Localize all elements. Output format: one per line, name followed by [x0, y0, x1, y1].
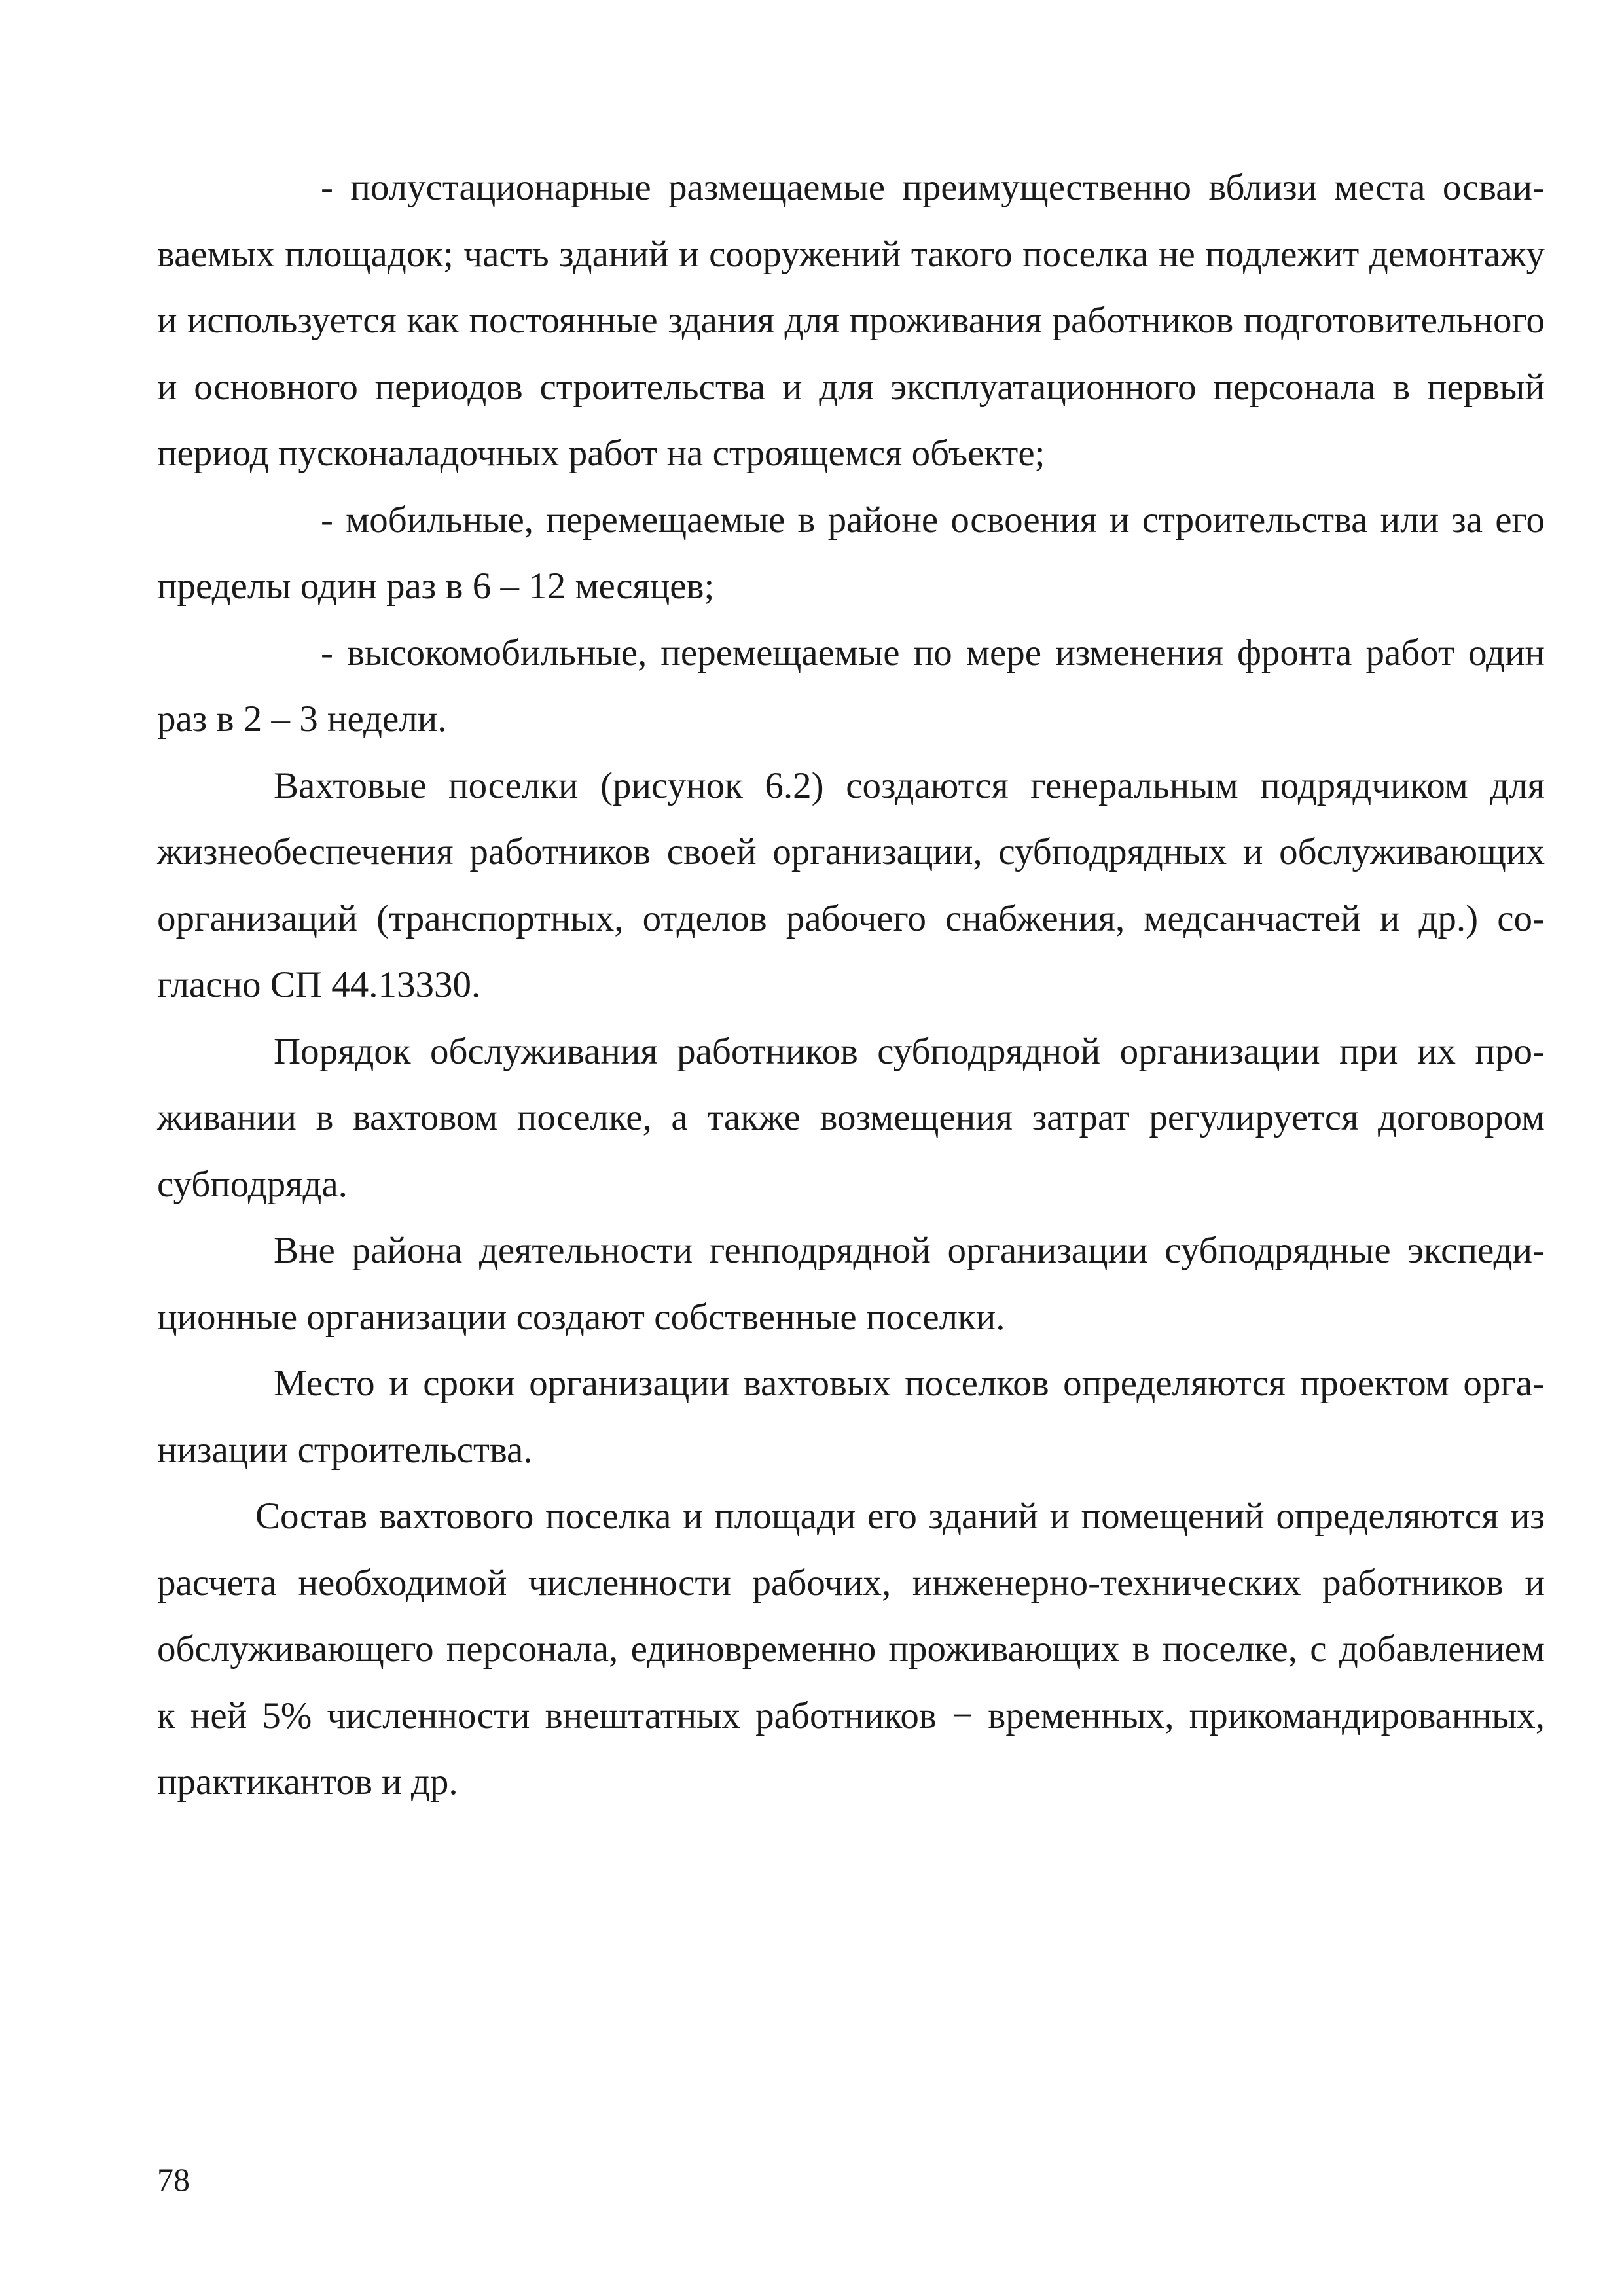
paragraph-service-procedure: Порядок обслуживания работников субподрядной организации при их проживании в вахтовом поселке, а также возмещения затрат регулируется договором субподряда.: [157, 1030, 1545, 1205]
paragraph-outside-area: Вне района деятельности генподрядной организации субподрядные экспедиционные организации создают собственные поселки.: [157, 1230, 1545, 1338]
paragraph-semi-stationary: - полустационарные размещаемые преимущественно вблизи места осваиваемых площадок; часть зданий и сооружений такого поселка не подлежит демонтажу и используется как постоянные здания для проживания работников подготовительного и основного периодов строительства и для эксплуатационного персонала в первый период пусконаладочных работ на строящемся объекте;: [157, 167, 1545, 474]
page-number: 78: [157, 2161, 190, 2198]
body-text: [157, 154, 1545, 1816]
paragraph-composition: Состав вахтового поселка и площади его зданий и помещений определяются из расчета необходимой численности рабочих, инженерно-технических работников и обслуживающего персонала, единовременно проживающих в поселке, с добавлением к ней 5% численности внештатных работников − временных, прикомандированных, практикантов и др.: [157, 1496, 1545, 1803]
paragraph-shift-settlements: Вахтовые поселки (рисунок 6.2) создаются генеральным подрядчиком для жизнеобеспечения работников своей организации, субподрядных и обслуживающих организаций (транспортных, отделов рабочего снабжения, медсанчастей и др.) согласно СП 44.13330.: [157, 764, 1545, 1005]
paragraph-place-and-terms: Место и сроки организации вахтовых поселков определяются проектом организации строительства.: [157, 1363, 1545, 1471]
paragraph-highly-mobile: - высокомобильные, перемещаемые по мере изменения фронта работ один раз в 2 – 3 недели.: [157, 632, 1545, 740]
paragraph-mobile: - мобильные, перемещаемые в районе освоения и строительства или за его пределы один раз в 6 – 12 месяцев;: [157, 499, 1545, 607]
